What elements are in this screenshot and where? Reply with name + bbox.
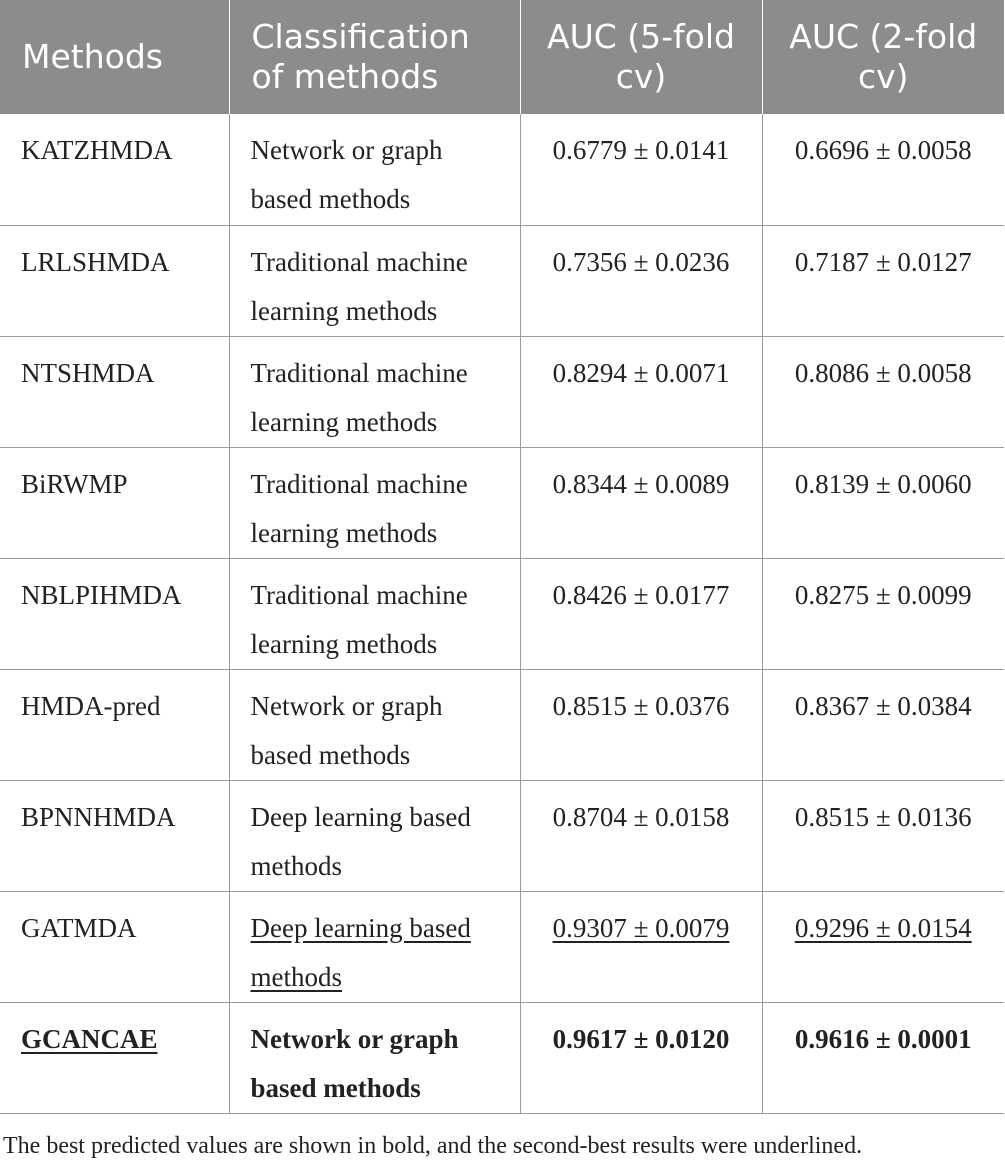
auc5-cell: 0.8294 ± 0.0071 xyxy=(520,336,762,447)
header-auc-5fold: AUC (5-fold cv) xyxy=(520,0,762,114)
table-row-best xyxy=(0,1002,1004,1113)
best-method-cell xyxy=(0,1002,229,1113)
classification-cell: Traditional machine learning methods xyxy=(229,558,520,669)
auc5-cell: 0.8426 ± 0.0177 xyxy=(520,558,762,669)
classification-cell: Traditional machine learning methods xyxy=(229,336,520,447)
auc2-cell: 0.8275 ± 0.0099 xyxy=(762,558,1004,669)
table-row xyxy=(0,225,1004,336)
best-auc2-cell: 0.9616 ± 0.0001 xyxy=(762,1002,1004,1113)
best-method-name: GCANCAE xyxy=(21,1023,158,1054)
method-cell: NTSHMDA xyxy=(0,336,229,447)
header-methods: Methods xyxy=(0,0,229,114)
table-footnote: The best predicted values are shown in bold, and the second-best results were underlined. xyxy=(3,1133,863,1159)
table-row xyxy=(0,558,1004,669)
best-classification-cell: Network or graph based methods xyxy=(229,1002,520,1113)
method-cell: GATMDA xyxy=(0,891,229,1002)
table-row xyxy=(0,114,1004,225)
auc5-cell: 0.6779 ± 0.0141 xyxy=(520,114,762,225)
second-best-auc2: 0.9296 ± 0.0154 xyxy=(794,912,972,943)
auc2-cell: 0.8367 ± 0.0384 xyxy=(762,669,1004,780)
auc5-cell: 0.8704 ± 0.0158 xyxy=(520,780,762,891)
best-auc5-cell: 0.9617 ± 0.0120 xyxy=(520,1002,762,1113)
method-cell: BPNNHMDA xyxy=(0,780,229,891)
classification-cell-underlined xyxy=(229,891,520,1002)
method-cell: HMDA-pred xyxy=(0,669,229,780)
table-body xyxy=(0,114,1004,1113)
table-header xyxy=(0,0,1004,114)
classification-cell: Network or graph based methods xyxy=(229,114,520,225)
header-row xyxy=(0,0,1004,114)
classification-cell: Deep learning based methods xyxy=(229,780,520,891)
table-row-second-best xyxy=(0,891,1004,1002)
auc5-cell: 0.8344 ± 0.0089 xyxy=(520,447,762,558)
auc2-cell-underlined xyxy=(762,891,1004,1002)
auc5-cell: 0.7356 ± 0.0236 xyxy=(520,225,762,336)
method-cell: KATZHMDA xyxy=(0,114,229,225)
auc5-cell-underlined xyxy=(520,891,762,1002)
method-cell: LRLSHMDA xyxy=(0,225,229,336)
auc2-cell: 0.6696 ± 0.0058 xyxy=(762,114,1004,225)
classification-cell: Traditional machine learning methods xyxy=(229,447,520,558)
auc2-cell: 0.7187 ± 0.0127 xyxy=(762,225,1004,336)
table-row xyxy=(0,780,1004,891)
auc5-cell: 0.8515 ± 0.0376 xyxy=(520,669,762,780)
method-cell: NBLPIHMDA xyxy=(0,558,229,669)
auc2-cell: 0.8086 ± 0.0058 xyxy=(762,336,1004,447)
table-row xyxy=(0,669,1004,780)
table-row xyxy=(0,447,1004,558)
second-best-auc5: 0.9307 ± 0.0079 xyxy=(552,912,730,943)
table-row xyxy=(0,336,1004,447)
classification-cell: Traditional machine learning methods xyxy=(229,225,520,336)
second-best-classification: Deep learning based methods xyxy=(250,912,471,992)
auc2-cell: 0.8139 ± 0.0060 xyxy=(762,447,1004,558)
method-cell: BiRWMP xyxy=(0,447,229,558)
header-auc-2fold: AUC (2-fold cv) xyxy=(762,0,1004,114)
classification-cell: Network or graph based methods xyxy=(229,669,520,780)
header-classification: Classification of methods xyxy=(229,0,520,114)
auc2-cell: 0.8515 ± 0.0136 xyxy=(762,780,1004,891)
